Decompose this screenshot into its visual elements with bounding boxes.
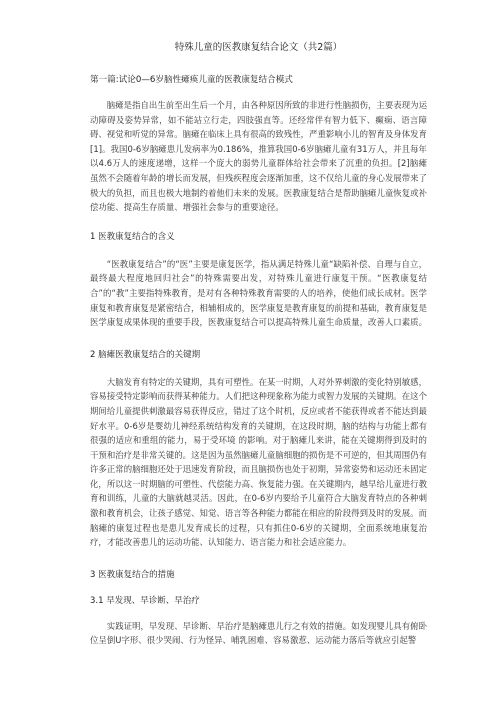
section-1-heading: 1 医教康复结合的含义 <box>90 231 175 242</box>
section-1-paragraph: “医教康复结合”的“医”主要是康复医学，指从满足特殊儿童“缺陷补偿、自理与自立，最终最大程度地回归社会”的特殊需要出发，对特殊儿童进行康复干预。“医教康复结合”的“教”主要指特殊教育，是对有各种特殊教育需要的人的培养，使他们成长成材。医学康复和教育康复是紧密结合，相辅相成的，医学康复是教育康复的前提和基础，教育康复是医学康复成果体现的重要手段，医教康复结合可以提高特殊儿童生命质量，改善人口素质。 <box>90 258 427 328</box>
intro-paragraph: 脑瘫是指自出生前至出生后一个月，由各种原因所致的非进行性脑损伤，主要表现为运动障碍及姿势异常，如不能站立行走，四肢强直等。还经常伴有智力低下、癫痫、语言障碍、视觉和听觉的异常。脑瘫在临床上具有很高的致残性，严重影响小儿的智育及身体发育[1]。我国0-6岁脑瘫患儿发病率为0.186%，推算我国0-6岁脑瘫儿童有31万人，并且每年以4.6万人的速度递增，这样一个庞大的弱势儿童群体给社会带来了沉重的负担。[2]脑瘫虽然不会随着年龄的增长而发展，但残疾程度会逐渐加重，这不仅给儿童的身心发展带来了极大的负担，而且也极大地制约着他们未来的发展。医教康复结合是帮助脑瘫儿童恢复或补偿功能、提高生存质量、增强社会参与的重要途径。 <box>90 100 427 213</box>
section-2-paragraph: 大脑发育有特定的关键期，具有可塑性。在某一时期，人对外界刺激的变化特别敏感，容易接受特定影响而获得某种能力。人们把这种现象称为能力或智力发展的关键期。在这个期间给儿童提供刺激最容易获得反应，错过了这个时机，反应或者不能获得或者不能达到最好水平。0-6岁是婴幼儿神经系统结构发育的关键期，在这段时期，脑的结构与功能上都有很强的适应和重组的能力，易于受环境 的影响。对于脑瘫儿来讲，能在关键期得到及时的干预和治疗是非常关键的。这是因为虽然脑瘫儿童脑细胞的损伤是不可逆的，但其周围仍有许多正常的脑细胞还处于迅速发育阶段，而且脑损伤也处于初期，异常姿势和运动还未固定化，所以这一时期脑的可塑性、代偿能力高、恢复能力强。在关键期内，越早给儿童进行教育和训练，儿童的大脑就越灵活。因此，在0-6岁内要给予儿童符合大脑发育特点的各种刺激和教育机会，让孩子感觉、知觉、语言等各种能力都能在相应的阶段得到及时的发展。而脑瘫的康复过程也是患儿发育成长的过程，只有抓住0-6岁的关键期，全面系统地康复治疗，才能改善患儿的运动功能、认知能力、语言能力和社会适应能力。 <box>90 376 427 548</box>
section-3-heading: 3 医教康复结合的措施 <box>90 569 175 580</box>
section-2-heading: 2 脑瘫医教康复结合的关键期 <box>90 349 201 360</box>
subsection-3-1-paragraph: 实践证明，早发现、早诊断、早治疗是脑瘫患儿行之有效的措施。如发现婴儿具有俯卧位呈倒U字形、很少哭闹、行为怪异、哺乳困难、容易激惹、运动能力落后等就应引起警 <box>90 620 427 646</box>
subsection-3-1-heading: 3.1 早发现、早诊断、早治疗 <box>90 595 200 606</box>
document-title: 特殊儿童的医教康复结合论文（共2篇） <box>174 42 343 53</box>
chapter-heading: 第一篇:试论0—6岁脑性瘫痪儿童的医教康复结合模式 <box>90 75 293 85</box>
